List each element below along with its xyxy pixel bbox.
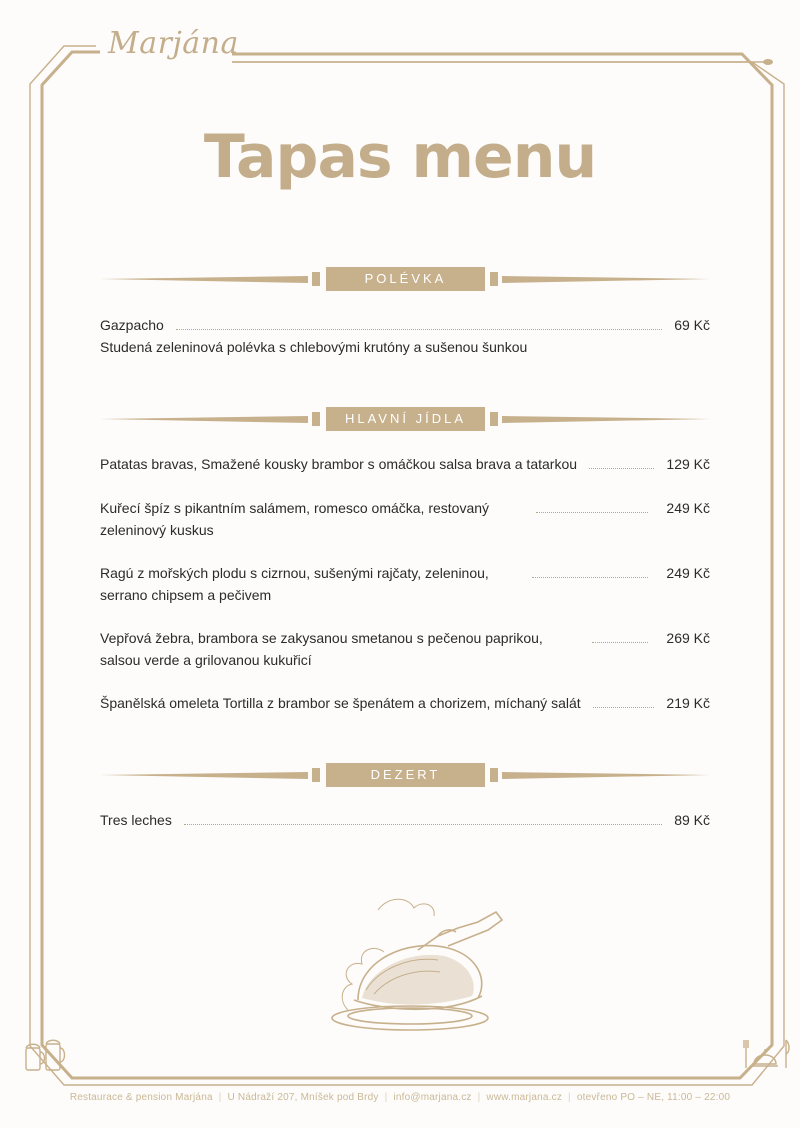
menu-item <box>100 809 710 831</box>
footer-email[interactable]: info@marjana.cz <box>393 1092 472 1103</box>
section-header-dessert <box>100 763 710 791</box>
item-price: 219 Kč <box>666 695 710 711</box>
item-description: Studená zeleninová polévka s chlebovými krutóny a sušenou šunkou <box>100 339 528 355</box>
menu-item <box>100 453 710 475</box>
menu-item <box>100 497 710 541</box>
dot-leader <box>184 823 662 825</box>
footer-hours: otevřeno PO – NE, 11:00 – 22:00 <box>576 1092 731 1103</box>
item-name: Gazpacho <box>100 317 164 333</box>
menu-item <box>100 562 710 606</box>
page-title: Tapas menu <box>203 122 597 192</box>
item-name: Kuřecí špíz s pikantním salámem, romesco omáčka, restovaný zeleninový kuskus <box>100 500 490 538</box>
section-header-mains <box>100 407 710 435</box>
item-price: 89 Kč <box>674 812 710 828</box>
footer-address: U Nádraží 207, Mníšek pod Brdy <box>227 1092 379 1103</box>
section-label: DEZERT <box>326 763 485 787</box>
footer-name: Restaurace & pension Marjána <box>69 1092 213 1103</box>
menu-item <box>100 627 710 671</box>
menu-item <box>100 692 710 714</box>
item-name: Tres leches <box>100 812 172 828</box>
beer-mugs-icon <box>22 1038 72 1074</box>
footer: Restaurace & pension Marjána | U Nádraží 207, Mníšek pod Brdy | info@marjana.cz | www.marjana.cz | otevřeno PO – NE, 11:00 – 22:00 <box>69 1092 731 1103</box>
item-price: 269 Kč <box>666 630 710 646</box>
section-header-soup <box>100 267 710 295</box>
item-price: 129 Kč <box>666 456 710 472</box>
dot-leader <box>176 328 662 330</box>
dot-leader <box>536 511 648 513</box>
dot-leader <box>593 706 655 708</box>
menu-item <box>100 314 710 358</box>
item-name: Španělská omeleta Tortilla z brambor se špenátem a chorizem, míchaný salát <box>100 695 581 711</box>
item-price: 249 Kč <box>666 500 710 516</box>
item-name: Vepřová žebra, brambora se zakysanou smetanou s pečenou paprikou, salsou verde a grilovanou kukuřicí <box>100 630 543 668</box>
dot-leader <box>592 641 648 643</box>
cloche-illustration <box>318 890 508 1040</box>
footer-web[interactable]: www.marjana.cz <box>486 1092 563 1103</box>
dot-leader <box>532 576 648 578</box>
cutlery-cloche-icon <box>742 1034 792 1074</box>
dot-leader <box>589 467 654 469</box>
item-name: Ragú z mořských plodu s cizrnou, sušenými rajčaty, zeleninou, serrano chipsem a pečivem <box>100 565 489 603</box>
item-price: 69 Kč <box>674 317 710 333</box>
brand-logo: Marjána <box>108 26 239 61</box>
section-label: HLAVNÍ JÍDLA <box>326 407 485 431</box>
section-label: POLÉVKA <box>326 267 485 291</box>
item-price: 249 Kč <box>666 565 710 581</box>
item-name: Patatas bravas, Smažené kousky brambor s omáčkou salsa brava a tatarkou <box>100 456 578 472</box>
